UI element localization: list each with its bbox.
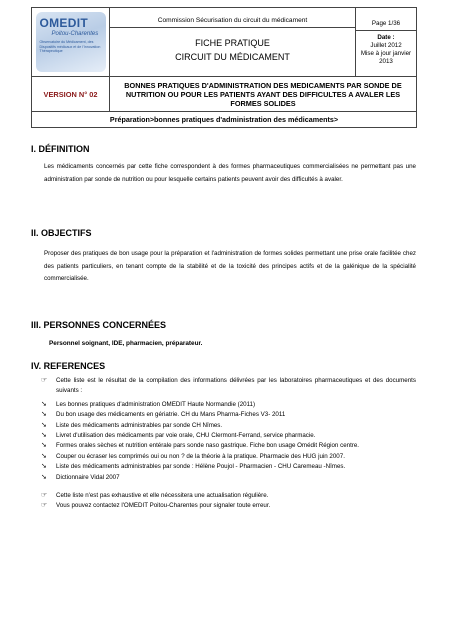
- reference-text: Couper ou écraser les comprimés oui ou non ? de la théorie à la pratique. Pharmacie des HUG juin 2007.: [56, 452, 345, 460]
- title-cell: [110, 8, 356, 77]
- reference-text: Cette liste est le résultat de la compilation des informations délivrées par les laboratoires pharmaceutiques et des documents suivants :: [56, 377, 416, 395]
- logo-name: OMEDIT: [39, 16, 88, 30]
- logo-region: Poitou-Charentes: [51, 31, 99, 37]
- arrow-down-right-icon: ➘: [41, 452, 47, 460]
- reference-item: [40, 462, 416, 472]
- reference-text: Dictionnaire Vidal 2007: [56, 473, 120, 481]
- reference-text: Cette liste n'est pas exhaustive et elle nécessitera une actualisation régulière.: [56, 492, 269, 500]
- objectifs-text: Proposer des pratiques de bon usage pour la préparation et l'administration de formes solides permettant une prise orale facilitée chez des patients particuliers, en tenant compte de la stabilité et de la toxicité des principes actifs et de la galénique de la spécialité commercialisée.: [44, 250, 416, 282]
- reference-text: Du bon usage des médicaments en gériatrie. CH du Mans Pharma-Fiches V3- 2011: [56, 411, 286, 419]
- version-label: VERSION N° 02: [32, 77, 110, 112]
- breadcrumb: Préparation>bonnes pratiques d'administration des médicaments>: [32, 112, 417, 128]
- arrow-down-right-icon: ➘: [41, 411, 47, 419]
- reference-text: Formes orales sèches et nutrition entérale pars sonde naso gastrique. Fiche bon usage Omédit Région centre.: [56, 442, 360, 450]
- reference-item: [40, 452, 416, 462]
- reference-text: Liste des médicaments administrables par sonde : Hélène Poujol - Pharmacien - CHU Caremeau -Nîmes.: [56, 463, 346, 471]
- reference-text: Vous pouvez contactez l'OMEDIT Poitou-Charentes pour signaler toute erreur.: [56, 502, 271, 510]
- fiche-title-line1: FICHE PRATIQUE: [195, 37, 270, 48]
- reference-text: Les bonnes pratiques d'administration OMEDIT Haute Normandie (2011): [56, 400, 256, 408]
- section-title-personnes: III. PERSONNES CONCERNÉES: [31, 320, 167, 330]
- reference-text: Livret d'utilisation des médicaments par voie orale, CHU Clermont-Ferrand, service pharmacie.: [56, 432, 316, 440]
- reference-item: [40, 421, 416, 431]
- reference-item: [40, 501, 416, 511]
- pointing-hand-icon: ☞: [41, 377, 48, 384]
- arrow-down-right-icon: ➘: [41, 421, 47, 429]
- update-year: 2013: [379, 58, 393, 65]
- reference-item: [40, 491, 416, 501]
- reference-item: [40, 376, 416, 397]
- reference-item: [40, 431, 416, 441]
- page-number: Page 1/36: [356, 16, 416, 31]
- page-cell: [356, 8, 417, 77]
- logo-cell: [32, 8, 110, 77]
- logo-subtitle: Observatoire du Médicament, des Dispositifs médicaux et de l'Innovation Thérapeutique: [39, 40, 101, 54]
- reference-item: [40, 410, 416, 420]
- section-title-references: IV. REFERENCES: [31, 361, 106, 371]
- arrow-down-right-icon: ➘: [41, 442, 47, 450]
- definition-text: Les médicaments concernés par cette fiche correspondent à des formes pharmaceutiques commercialisées ne permettant pas une administration par sonde de nutrition ou pour lesquelle certains patients peuvent avoir des difficultés à avaler.: [44, 163, 416, 183]
- reference-item: [40, 441, 416, 451]
- section-title-objectifs: II. OBJECTIFS: [31, 228, 92, 238]
- personnes-text: Personnel soignant, IDE, pharmacien, préparateur.: [49, 340, 203, 347]
- arrow-down-right-icon: ➘: [41, 463, 47, 471]
- reference-text: Liste des médicaments administrables par sonde CH Nîmes.: [56, 421, 223, 429]
- pointing-hand-icon: ☞: [41, 502, 48, 510]
- fiche-title-line2: CIRCUIT DU MÉDICAMENT: [175, 51, 290, 62]
- pointing-hand-icon: ☞: [41, 492, 48, 500]
- date-value: Juillet 2012: [370, 42, 402, 49]
- date-label: Date :: [377, 34, 395, 41]
- reference-item: [40, 473, 416, 483]
- references-list: [40, 376, 416, 512]
- omedit-logo: [36, 12, 106, 72]
- fiche-title: [110, 28, 355, 72]
- section-title-definition: I. DÉFINITION: [31, 144, 90, 154]
- reference-item: [40, 400, 416, 410]
- commission-label: Commission Sécurisation du circuit du médicament: [110, 13, 355, 28]
- header-table: [31, 7, 417, 128]
- document-main-title: BONNES PRATIQUES D'ADMINISTRATION DES MEDICAMENTS PAR SONDE DE NUTRITION OU POUR LES PATIENTS AYANT DES DIFFICULTES A AVALER LES FORMES SOLIDES: [110, 77, 417, 112]
- arrow-down-right-icon: ➘: [41, 432, 47, 440]
- date-block: [356, 31, 416, 68]
- arrow-down-right-icon: ➘: [41, 400, 47, 408]
- update-label: Mise à jour janvier: [360, 50, 412, 57]
- arrow-down-right-icon: ➘: [41, 473, 47, 481]
